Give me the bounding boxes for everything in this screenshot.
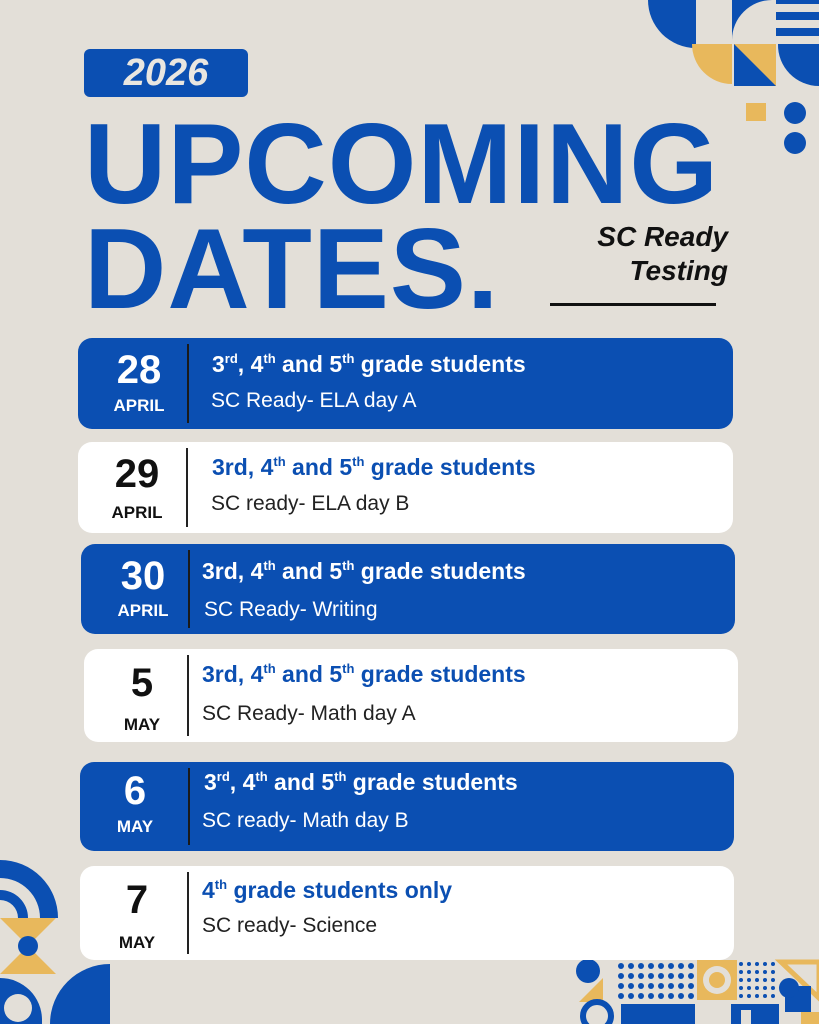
date-day: 7 <box>125 878 149 922</box>
grade-line: 3rd, 4th and 5th grade students <box>202 661 526 687</box>
date-row-5-may <box>84 649 738 742</box>
date-block <box>80 866 194 960</box>
date-month: MAY <box>118 933 156 952</box>
date-block <box>78 338 200 429</box>
test-detail: SC ready- ELA day B <box>211 492 410 515</box>
date-block <box>84 649 200 742</box>
subtitle-line1: SC Ready <box>597 221 728 252</box>
subtitle <box>548 220 728 288</box>
date-month: APRIL <box>113 396 165 415</box>
row-divider <box>186 448 188 527</box>
date-block <box>80 762 190 851</box>
year-badge: 2026 <box>84 49 248 97</box>
test-detail: SC Ready- Writing <box>204 598 378 621</box>
date-block <box>78 442 196 533</box>
grade-line: 4th grade students only <box>202 877 453 903</box>
page-title-line1: UPCOMING <box>84 101 719 228</box>
date-row-30-april <box>81 544 735 634</box>
test-detail: SC Ready- ELA day A <box>211 389 417 412</box>
row-divider <box>187 344 189 423</box>
bottom-right-pattern <box>575 958 819 1024</box>
date-day: 28 <box>116 348 162 392</box>
grade-line: 3rd, 4th and 5th grade students <box>202 558 526 584</box>
date-row-29-april <box>78 442 733 533</box>
date-month: APRIL <box>117 601 169 620</box>
date-row-28-april <box>78 338 733 429</box>
date-day: 5 <box>130 661 154 705</box>
date-row-6-may <box>80 762 734 851</box>
row-divider <box>187 655 189 736</box>
row-divider <box>188 768 190 845</box>
date-day: 29 <box>114 452 160 496</box>
date-month: MAY <box>123 715 161 734</box>
page-title-line2: DATES. <box>84 206 500 333</box>
grade-line: 3rd, 4th and 5th grade students <box>204 769 518 795</box>
test-detail: SC ready- Math day B <box>202 809 409 832</box>
row-divider <box>188 550 190 628</box>
date-row-7-may <box>80 866 734 960</box>
date-day: 6 <box>123 769 147 813</box>
subtitle-line2: Testing <box>629 255 728 286</box>
test-detail: SC Ready- Math day A <box>202 702 416 725</box>
date-day: 30 <box>120 554 166 598</box>
date-block <box>81 544 205 634</box>
subtitle-underline <box>550 303 716 306</box>
date-month: APRIL <box>111 503 163 522</box>
test-detail: SC ready- Science <box>202 914 378 937</box>
grade-line: 3rd, 4th and 5th grade students <box>212 351 526 377</box>
grade-line: 3rd, 4th and 5th grade students <box>212 454 536 480</box>
row-divider <box>187 872 189 954</box>
date-month: MAY <box>116 817 154 836</box>
